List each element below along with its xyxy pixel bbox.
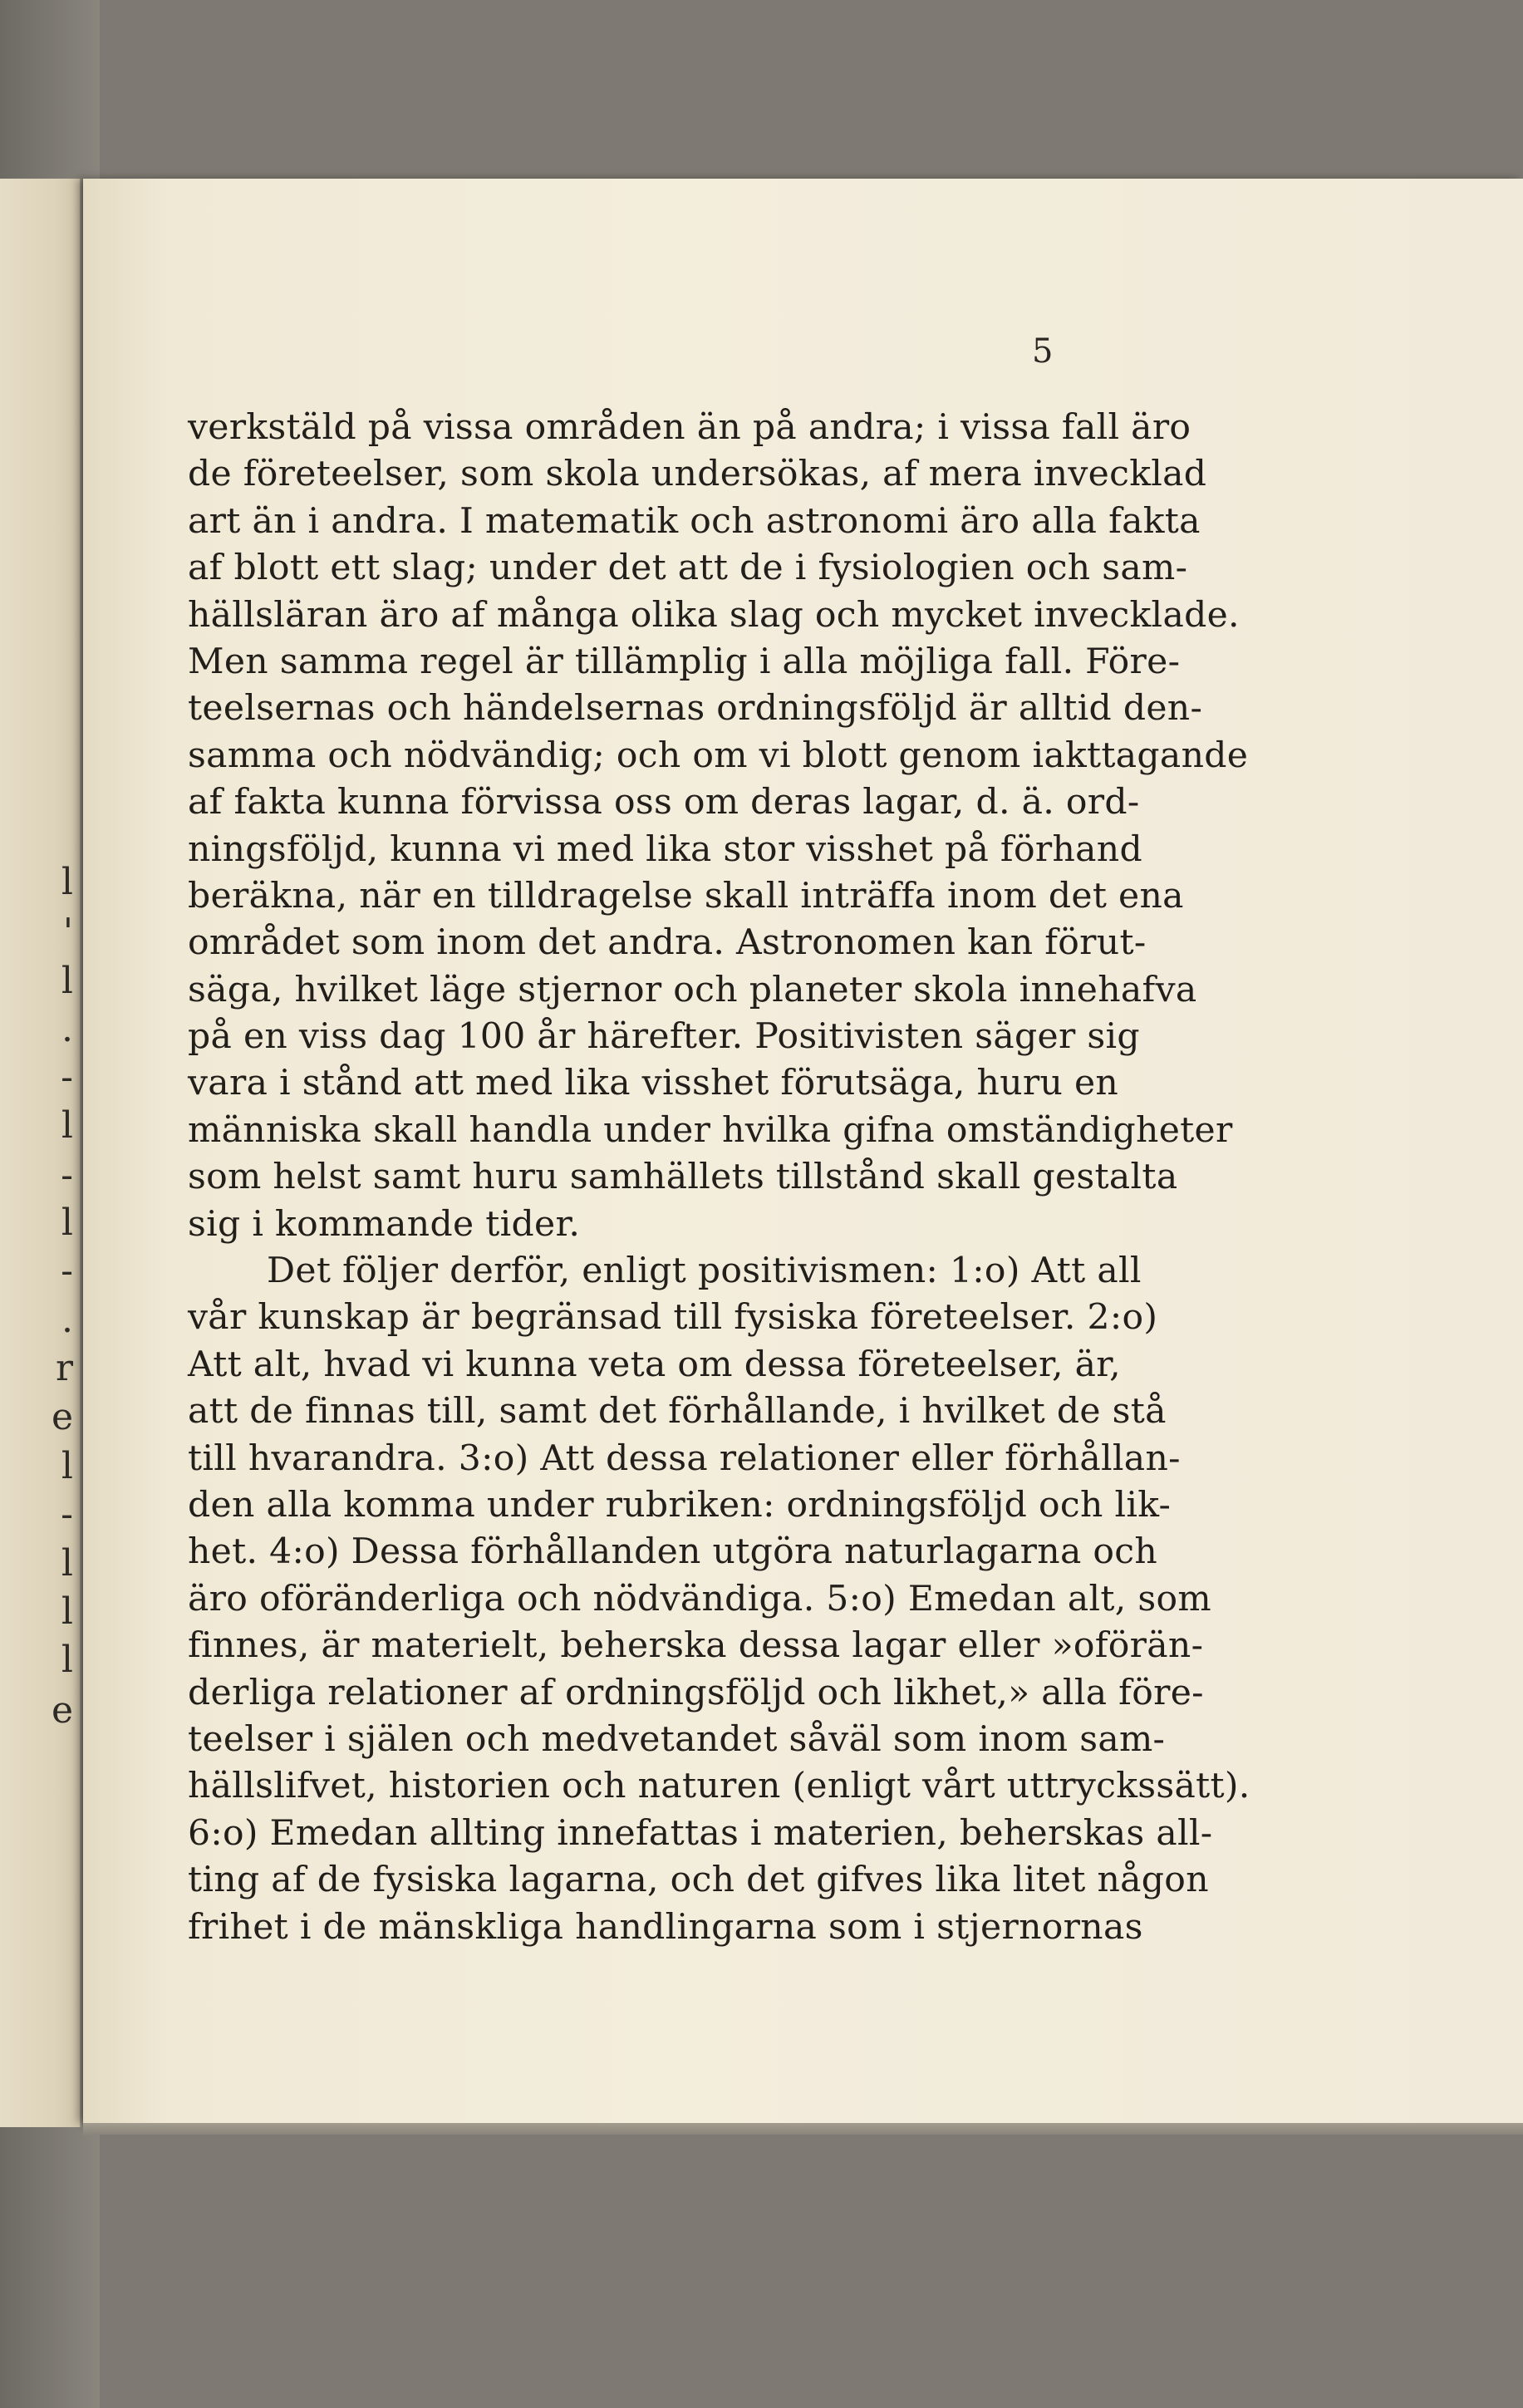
facing-page-fragment: - — [61, 1056, 73, 1098]
facing-page-fragment: - — [61, 1250, 73, 1292]
text-line: säga, hvilket läge stjernor och planeter skola innehafva — [188, 969, 1197, 1010]
text-line: vår kunskap är begränsad till fysiska företeelser. 2:o) — [188, 1297, 1158, 1339]
text-line: het. 4:o) Dessa förhållanden utgöra naturlagarna och — [188, 1531, 1158, 1573]
text-line: hällsläran äro af många olika slag och mycket invecklade. — [188, 594, 1240, 636]
text-line: verkstäld på vissa områden än på andra; i vissa fall äro — [188, 407, 1191, 448]
facing-page-fragment: . — [61, 1299, 73, 1341]
facing-page-fragment: l — [61, 1104, 73, 1147]
facing-page-fragment: l — [61, 1542, 73, 1585]
text-line: Det följer derför, enligt positivismen: 1:o) Att all — [267, 1251, 1142, 1292]
text-line: teelser i själen och medvetandet såväl som inom sam- — [188, 1718, 1166, 1760]
text-line: människa skall handla under hvilka gifna omständigheter — [188, 1109, 1233, 1151]
text-line: som helst samt huru samhällets tillstånd skall gestalta — [188, 1157, 1178, 1198]
text-line: hällslifvet, historien och naturen (enligt vårt uttryckssätt). — [188, 1766, 1250, 1807]
facing-page-fragment: ' — [62, 911, 73, 953]
text-line: af fakta kunna förvissa oss om deras lagar, d. ä. ord- — [188, 782, 1140, 823]
facing-page-fragment: l — [61, 1202, 73, 1244]
text-line: de företeelser, som skola undersökas, af mera invecklad — [188, 454, 1207, 495]
text-line: samma och nödvändig; och om vi blott genom iakttagande — [188, 735, 1249, 776]
text-line: sig i kommande tider. — [188, 1203, 581, 1245]
text-line: ningsföljd, kunna vi med lika stor visshet på förhand — [188, 828, 1142, 870]
text-line: teelsernas och händelsernas ordningsföljd är alltid den- — [188, 688, 1203, 730]
text-line: frihet i de mänskliga handlingarna som i stjernornas — [188, 1906, 1143, 1948]
body-text — [188, 405, 1250, 1951]
facing-page-fragment: . — [61, 1008, 73, 1050]
text-line: att de finnas till, samt det förhållande, i hvilket de stå — [188, 1391, 1167, 1433]
page-bottom-edge — [83, 2123, 1523, 2135]
text-line: derliga relationer af ordningsföljd och likhet,» alla före- — [188, 1672, 1204, 1713]
text-line: ting af de fysiska lagarna, och det gifves lika litet någon — [188, 1860, 1209, 1901]
text-line: 6:o) Emedan allting innefattas i materien, beherskas all- — [188, 1812, 1213, 1854]
text-line: art än i andra. I matematik och astronomi äro alla fakta — [188, 500, 1201, 542]
text-line: äro oföränderliga och nödvändiga. 5:o) Emedan alt, som — [188, 1578, 1211, 1619]
facing-page-fragment: l — [61, 861, 73, 903]
text-line: Men samma regel är tillämplig i alla möjliga fall. Före- — [188, 641, 1181, 682]
text-line: beräkna, när en tilldragelse skall inträffa inom det ena — [188, 875, 1184, 917]
facing-page-fragment: - — [61, 1493, 73, 1536]
text-line: till hvarandra. 3:o) Att dessa relationer eller förhållan- — [188, 1437, 1181, 1479]
text-line: området som inom det andra. Astronomen kan förut- — [188, 922, 1147, 964]
facing-page-fragment: - — [61, 1154, 73, 1197]
text-line: finnes, är materielt, beherska dessa lagar eller »oförän- — [188, 1625, 1204, 1667]
facing-page-fragment: l — [61, 1639, 73, 1681]
facing-page-fragment: l — [61, 1445, 73, 1487]
text-line: vara i stånd att med lika visshet förutsäga, huru en — [188, 1063, 1119, 1104]
facing-page-fragment: e — [51, 1689, 73, 1732]
facing-page-fragment: r — [55, 1347, 73, 1389]
text-line: Att alt, hvad vi kunna veta om dessa företeelser, är, — [188, 1344, 1121, 1385]
page-number: 5 — [1032, 332, 1054, 371]
facing-page-fragment: l — [61, 960, 73, 1002]
previous-page-edge — [0, 179, 81, 2127]
text-line: af blott ett slag; under det att de i fysiologien och sam- — [188, 548, 1188, 589]
facing-page-fragment: e — [51, 1396, 73, 1438]
facing-page-fragment: l — [61, 1590, 73, 1633]
text-line: på en viss dag 100 år härefter. Positivisten säger sig — [188, 1016, 1140, 1058]
text-line: den alla komma under rubriken: ordningsföljd och lik- — [188, 1484, 1172, 1526]
